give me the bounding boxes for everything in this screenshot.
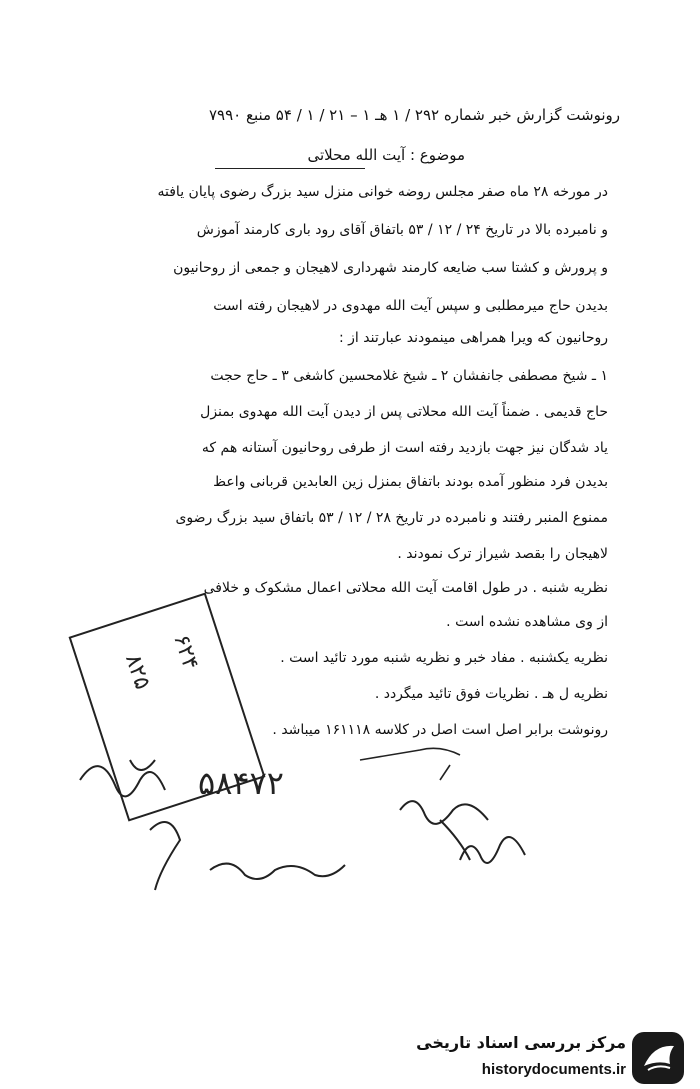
body-line: روحانیون که ویرا همراهی مینمودند عبارتند از :	[338, 330, 608, 346]
body-line: و نامبرده بالا در تاریخ ۲۴ / ۱۲ / ۵۳ باتفاق آقای رود باری کارمند آموزش	[196, 222, 608, 238]
list-line: ۱ ـ شیخ مصطفی جانفشان ۲ ـ شیخ غلامحسین کاشغی ۳ ـ حاج حجت	[210, 368, 608, 384]
body-line: در مورخه ۲۸ ماه صفر مجلس روضه خوانی منزل سید بزرگ رضوی پایان یافته	[157, 184, 608, 200]
handwritten-signatures	[60, 720, 540, 900]
list-line: یاد شدگان نیز جهت بازدید رفته است از طرفی روحانیون آستانه هم که	[201, 440, 608, 456]
watermark-title: مرکز بررسی اسناد تاریخی	[416, 1033, 626, 1052]
watermark-url: historydocuments.ir	[481, 1061, 626, 1078]
opinion-line: نظریه شنبه . در طول اقامت آیت الله محلاتی اعمال مشکوک و خلافی	[203, 580, 608, 596]
list-line: حاج قدیمی . ضمناً آیت الله محلاتی پس از دیدن آیت الله مهدوی بمنزل	[200, 404, 608, 420]
opinion-line: از وی مشاهده نشده است .	[446, 614, 608, 630]
opinion-line: نظریه ل هـ . نظریات فوق تائید میگردد .	[374, 686, 608, 702]
document-header-line: رونوشت گزارش خبر شماره ۲۹۲ / ۱ هـ ۱ – ۲۱ / ۱ / ۵۴ منبع ۷۹۹۰	[208, 106, 620, 124]
body-line: و پرورش و کشتا سب ضایعه کارمند شهرداری لاهیجان و جمعی از روحانیون	[173, 260, 608, 276]
document-subject-line: موضوع : آیت الله محلاتی	[307, 146, 465, 164]
list-line: بدیدن فرد منظور آمده بودند باتفاق بمنزل زین العابدین قربانی واعظ	[213, 474, 608, 490]
watermark-badge-icon	[630, 1030, 686, 1086]
list-line: لاهیجان را بقصد شیراز ترک نمودند .	[397, 546, 608, 562]
opinion-line: رونوشت برابر اصل است اصل در کلاسه ۱۶۱۱۱۸ میباشد .	[272, 722, 608, 738]
subject-underline	[215, 168, 365, 169]
opinion-line: نظریه یکشنبه . مفاد خبر و نظریه شنبه مورد تائید است .	[280, 650, 608, 666]
body-line: بدیدن حاج میرمطلبی و سپس آیت الله مهدوی در لاهیجان رفته است	[213, 298, 608, 314]
stamp-number-mid: ۸۲۵	[119, 651, 155, 693]
list-line: ممنوع المنبر رفتند و نامبرده در تاریخ ۲۸ / ۱۲ / ۵۳ باتفاق سید بزرگ رضوی	[175, 510, 608, 526]
stamp-number-top: ۶۲۴	[167, 631, 203, 673]
watermark-logo	[410, 1028, 690, 1088]
handwritten-number: ۵۸۴۷۲	[198, 764, 284, 802]
